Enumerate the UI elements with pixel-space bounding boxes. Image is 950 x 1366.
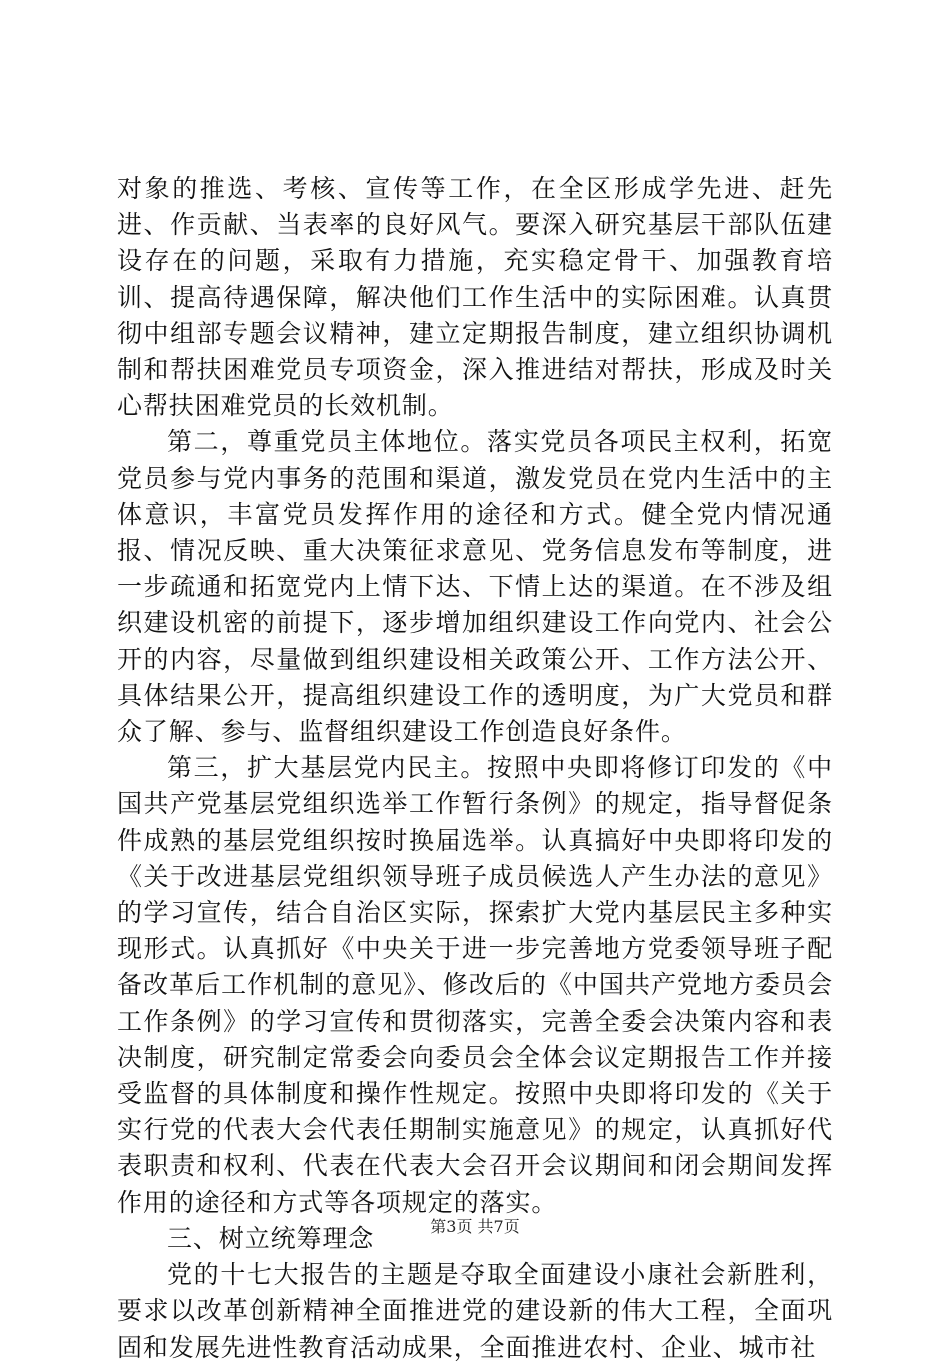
page-number-footer: 第3页 共7页 <box>430 1217 520 1236</box>
paragraph-2: 第二，尊重党员主体地位。落实党员各项民主权利，拓宽党员参与党内事务的范围和渠道，激发党员在党内生活中的主体意识，丰富党员发挥作用的途径和方式。健全党内情况通报、情况反映、重大决策征求意见、党务信息发布等制度，进一步疏通和拓宽党内上情下达、下情上达的渠道。在不涉及组织建设机密的前提下，逐步增加组织建设工作向党内、社会公开的内容，尽量做到组织建设相关政策公开、工作方法公开、具体结果公开，提高组织建设工作的透明度，为广大党员和群众了解、参与、监督组织建设工作创造良好条件。 <box>117 427 833 747</box>
document-body <box>117 171 833 1366</box>
paragraph-1: 对象的推选、考核、宣传等工作，在全区形成学先进、赶先进、作贡献、当表率的良好风气。要深入研究基层干部队伍建设存在的问题，采取有力措施，充实稳定骨干、加强教育培训、提高待遇保障，解决他们工作生活中的实际困难。认真贯彻中组部专题会议精神，建立定期报告制度，建立组织协调机制和帮扶困难党员专项资金，深入推进结对帮扶，形成及时关心帮扶困难党员的长效机制。 <box>117 174 833 421</box>
paragraph-3: 第三，扩大基层党内民主。按照中央即将修订印发的《中国共产党基层党组织选举工作暂行条例》的规定，指导督促条件成熟的基层党组织按时换届选举。认真搞好中央即将印发的《关于改进基层党组织领导班子成员候选人产生办法的意见》的学习宣传，结合自治区实际，探索扩大党内基层民主多种实现形式。认真抓好《中央关于进一步完善地方党委领导班子配备改革后工作机制的意见》、修改后的《中国共产党地方委员会工作条例》的学习宣传和贯彻落实，完善全委会决策内容和表决制度，研究制定常委会向委员会全体会议定期报告工作并接受监督的具体制度和操作性规定。按照中央即将印发的《关于实行党的代表大会代表任期制实施意见》的规定，认真抓好代表职责和权利、代表在代表大会召开会议期间和闭会期间发挥作用的途径和方式等各项规定的落实。 <box>117 753 833 1217</box>
paragraph-4: 党的十七大报告的主题是夺取全面建设小康社会新胜利，要求以改革创新精神全面推进党的建设新的伟大工程，全面巩固和发展先进性教育活动成果，全面推进农村、企业、城市社 <box>117 1260 833 1362</box>
section-heading: 三、树立统筹理念 <box>167 1223 375 1253</box>
